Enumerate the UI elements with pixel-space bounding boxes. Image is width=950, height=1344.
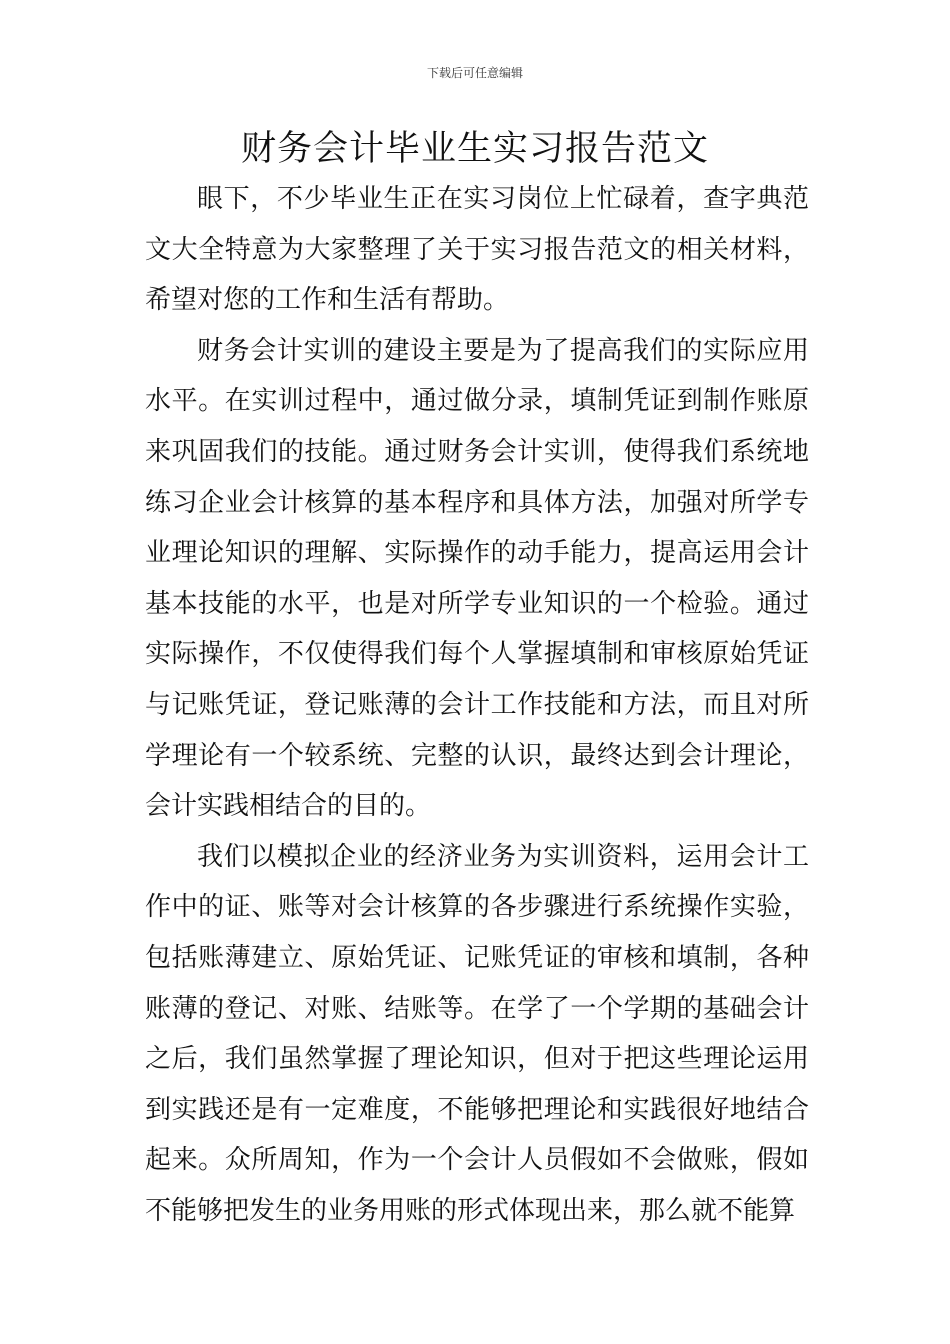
paragraph-training: 财务会计实训的建设主要是为了提高我们的实际应用水平。在实训过程中，通过做分录，填制凭证到制作账原来巩固我们的技能。通过财务会计实训，使得我们系统地练习企业会计核算的基本程序和具体方法，加强对所学专业理论知识的理解、实际操作的动手能力，提高运用会计基本技能的水平，也是对所学专业知识的一个检验。通过实际操作，不仅使得我们每个人掌握填制和审核原始凭证与记账凭证，登记账薄的会计工作技能和方法，而且对所学理论有一个较系统、完整的认识，最终达到会计理论，会计实践相结合的目的。 xyxy=(145,335,809,822)
document-title: 财务会计毕业生实习报告范文 xyxy=(240,129,709,169)
paragraph-simulation: 我们以模拟企业的经济业务为实训资料，运用会计工作中的证、账等对会计核算的各步骤进行系统操作实验，包括账薄建立、原始凭证、记账凭证的审核和填制，各种账薄的登记、对账、结账等。在学了一个学期的基础会计之后，我们虽然掌握了理论知识，但对于把这些理论运用到实践还是有一定难度，不能够把理论和实践很好地结合起来。众所周知，作为一个会计人员假如不会做账，假如不能够把发生的业务用账的形式体现出来，那么就不能算 xyxy=(145,841,809,1226)
paragraph-intro: 眼下，不少毕业生正在实习岗位上忙碌着，查字典范文大全特意为大家整理了关于实习报告范文的相关材料，希望对您的工作和生活有帮助。 xyxy=(145,184,809,316)
header-note: 下载后可任意编辑 xyxy=(426,66,523,80)
document-body xyxy=(145,174,809,1236)
